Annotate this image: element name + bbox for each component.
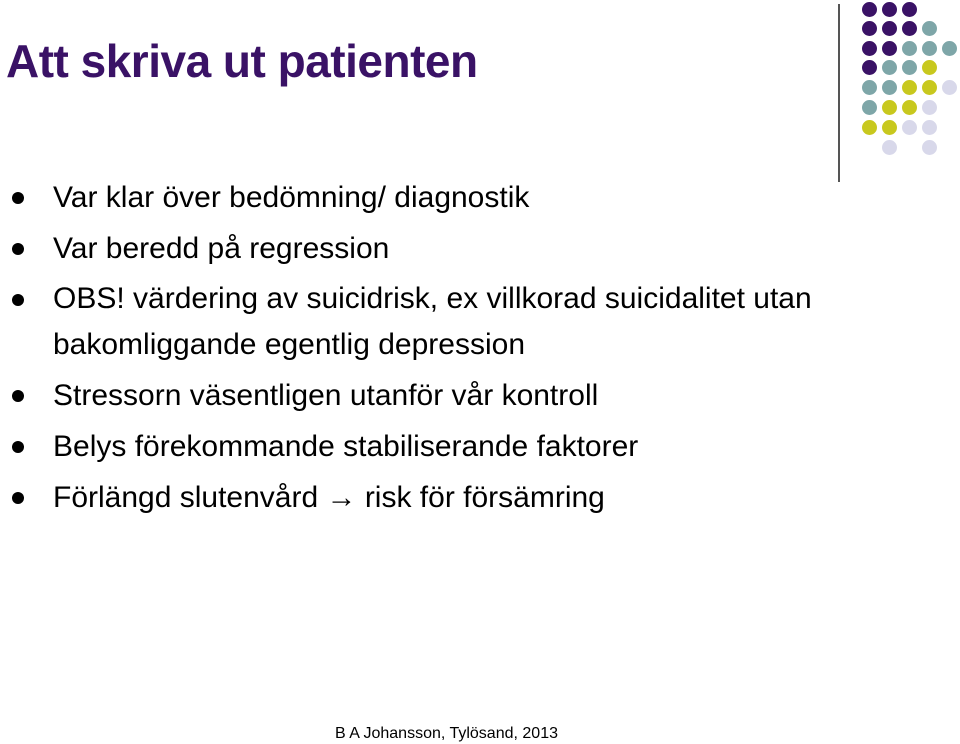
decor-dot (942, 41, 957, 56)
decor-dot (902, 2, 917, 17)
bullet-item (0, 174, 913, 221)
decor-dot (922, 100, 937, 115)
decor-dot (862, 41, 877, 56)
decor-dot (882, 2, 897, 17)
decor-dot (902, 100, 917, 115)
bullet-text: Belys förekommande stabiliserande faktorer (53, 430, 639, 463)
bullet-dot-icon (12, 492, 24, 504)
decor-dot (922, 41, 937, 56)
decor-dot (882, 21, 897, 36)
decor-dot (902, 80, 917, 95)
slide-footer: B A Johansson, Tylösand, 2013 (335, 725, 558, 742)
decor-dot (922, 21, 937, 36)
bullet-list (0, 174, 960, 525)
bullet-dot-icon (12, 192, 24, 204)
decor-dot (942, 80, 957, 95)
decor-dot (902, 21, 917, 36)
slide-title: Att skriva ut patienten (6, 35, 478, 87)
decor-dot (882, 140, 897, 155)
decor-dot (882, 60, 897, 75)
decor-dot (882, 80, 897, 95)
decor-dot (902, 60, 917, 75)
bullet-item (0, 225, 913, 272)
bullet-text: OBS! värdering av suicidrisk, ex villkorad suicidalitet utan bakomliggande egentlig depression (53, 282, 812, 361)
bullet-dot-icon (12, 390, 24, 402)
bullet-item (0, 474, 913, 521)
decor-dot (882, 100, 897, 115)
decor-dot (922, 120, 937, 135)
decor-dot (882, 41, 897, 56)
bullet-dot-icon (12, 243, 24, 255)
decor-dot (862, 2, 877, 17)
decor-dot (862, 60, 877, 75)
decor-dot (922, 140, 937, 155)
bullet-item (0, 276, 913, 368)
decor-dot (882, 120, 897, 135)
bullet-dot-icon (12, 441, 24, 453)
decor-dot (862, 100, 877, 115)
bullet-text: Förlängd slutenvård → risk för försämring (53, 481, 605, 514)
decorative-dot-grid (0, 0, 960, 200)
decor-dot (902, 41, 917, 56)
bullet-item (0, 372, 913, 419)
decor-dot (862, 21, 877, 36)
decor-dot (922, 60, 937, 75)
bullet-text: Var beredd på regression (53, 232, 390, 265)
decor-dot (922, 80, 937, 95)
bullet-item (0, 423, 913, 470)
bullet-text: Stressorn väsentligen utanför vår kontroll (53, 379, 599, 412)
decor-dot (862, 80, 877, 95)
bullet-text: Var klar över bedömning/ diagnostik (53, 181, 530, 214)
decor-dot (902, 120, 917, 135)
bullet-dot-icon (12, 294, 24, 306)
decor-dot (862, 120, 877, 135)
